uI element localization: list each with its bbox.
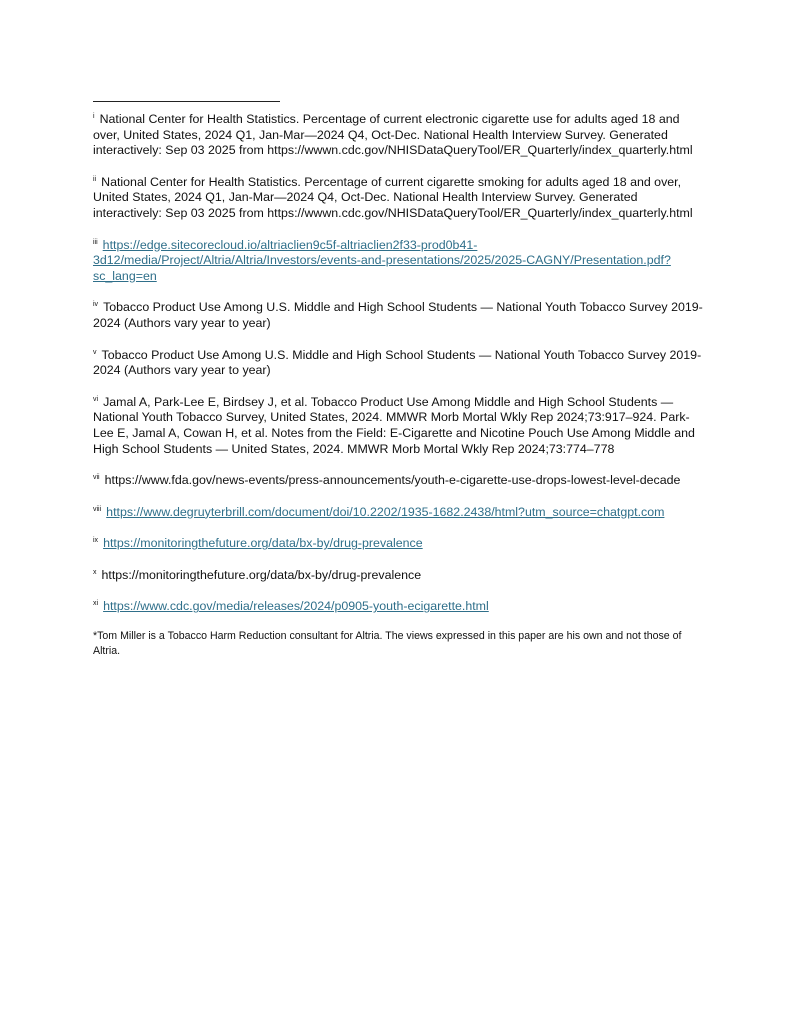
footnote-ii bbox=[93, 175, 705, 222]
footnote-text: Tobacco Product Use Among U.S. Middle and High School Students — National Youth Tobacco Survey 2019-2024 (Authors vary year to year) bbox=[93, 300, 703, 330]
footnote-xi bbox=[93, 599, 705, 615]
footnote-marker: x bbox=[93, 568, 97, 576]
footnote-separator-rule bbox=[93, 101, 280, 102]
footnote-viii bbox=[93, 505, 705, 521]
footnote-marker: i bbox=[93, 113, 95, 120]
footnote-text: National Center for Health Statistics. Percentage of current cigarette smoking for adults aged 18 and over, United States, 2024 Q1, Jan-Mar—2024 Q4, Oct-Dec. National Health Interview Survey. Generated interactively: Sep 03 2025 from https://wwwn.cdc.gov/NHISDataQueryTool/ER_Quarterly/index_quarterly.html bbox=[93, 174, 693, 220]
footnote-v bbox=[93, 348, 705, 379]
footnote-link-monitoring-the-future[interactable]: https://monitoringthefuture.org/data/bx-by/drug-prevalence bbox=[103, 536, 423, 551]
footnote-link-degruyter[interactable]: https://www.degruyterbrill.com/document/doi/10.2202/1935-1682.2438/html?utm_source=chatgpt.com bbox=[106, 504, 665, 519]
footnote-vii bbox=[93, 473, 705, 489]
footnote-marker: iii bbox=[93, 238, 98, 246]
footnote-text: Tobacco Product Use Among U.S. Middle and High School Students — National Youth Tobacco Survey 2019-2024 (Authors vary year to year) bbox=[93, 347, 702, 378]
footnote-text: https://www.fda.gov/news-events/press-announcements/youth-e-cigarette-use-drops-lowest-level-decade bbox=[104, 473, 681, 488]
footnote-link-cdc-release[interactable]: https://www.cdc.gov/media/releases/2024/p0905-youth-ecigarette.html bbox=[103, 599, 489, 614]
footnote-marker: vii bbox=[93, 474, 100, 482]
author-disclosure-note: *Tom Miller is a Tobacco Harm Reduction consultant for Altria. The views expressed in this paper are his own and not those of Altria. bbox=[93, 630, 682, 658]
footnote-marker: v bbox=[93, 348, 97, 356]
footnote-marker: xi bbox=[93, 600, 99, 608]
footnote-marker: vi bbox=[93, 395, 99, 403]
footnote-text: Jamal A, Park-Lee E, Birdsey J, et al. Tobacco Product Use Among Middle and High School Students — National Youth Tobacco Survey, United States, 2024. MMWR Morb Mortal Wkly Rep 2024;73:917–924. Park-Lee E, Jamal A, Cowan H, et al. Notes from the Field: E-Cigarette and Nicotine Pouch Use Among Middle and High School Students — United States, 2024. MMWR Morb Mortal Wkly Rep 2024;73:774–778 bbox=[93, 394, 695, 456]
footnote-iii bbox=[93, 238, 705, 285]
footnote-text: National Center for Health Statistics. Percentage of current electronic cigarette use for adults aged 18 and over, United States, 2024 Q1, Jan-Mar—2024 Q4, Oct-Dec. National Health Interview Survey. Generated interactively: Sep 03 2025 from https://wwwn.cdc.gov/NHISDataQueryTool/ER_Quarterly/index_quarterly.html bbox=[93, 112, 693, 158]
footnote-marker: viii bbox=[93, 505, 102, 513]
footnote-i bbox=[93, 112, 705, 159]
footnote-vi bbox=[93, 395, 705, 457]
footnote-ix bbox=[93, 536, 705, 552]
footnote-marker: ix bbox=[93, 537, 99, 545]
footnotes-section bbox=[93, 112, 705, 659]
footnote-marker: iv bbox=[93, 301, 99, 309]
footnote-link-altria-presentation[interactable]: https://edge.sitecorecloud.io/altriaclien9c5f-altriaclien2f33-prod0b41-3d12/media/Project/Altria/Altria/Investors/events-and-presentations/2025/2025-CAGNY/Presentation.pdf?sc_lang=en bbox=[93, 237, 671, 283]
footnote-iv bbox=[93, 300, 705, 331]
footnote-marker: ii bbox=[93, 175, 97, 183]
footnote-text: https://monitoringthefuture.org/data/bx-by/drug-prevalence bbox=[101, 567, 422, 582]
footnote-x bbox=[93, 568, 705, 584]
